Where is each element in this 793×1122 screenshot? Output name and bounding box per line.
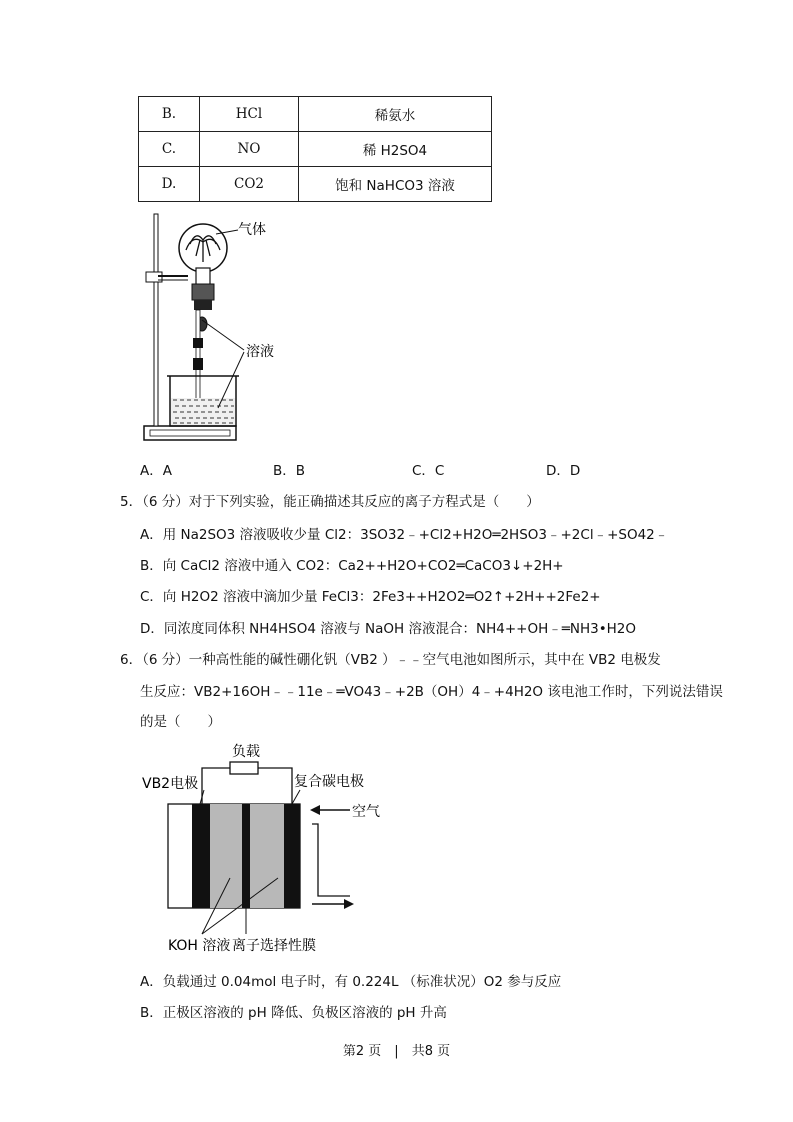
label-vb2-electrode: VB2电极 [142,776,199,792]
q4-choice-c: C．C [412,463,445,479]
q4-choice-d: D．D [546,463,581,479]
label-membrane: 离子选择性膜 [232,938,316,954]
row-gas: CO2 [200,167,299,202]
label-air: 空气 [352,804,380,820]
row-gas: NO [200,132,299,167]
label-load: 负载 [232,744,260,760]
q5-stem: 5．（6 分）对于下列实验，能正确描述其反应的离子方程式是（ ） [120,494,540,510]
battery-figure [140,738,400,958]
q5-option-d: D．同浓度同体积 NH4HSO4 溶液与 NaOH 溶液混合：NH4++OH﹣═NH3•H2O [140,621,637,637]
table-row [139,167,492,202]
q6-option-b: B．正极区溶液的 pH 降低、负极区溶液的 pH 升高 [140,1005,447,1021]
options-table [138,96,492,202]
label-gas: 气体 [238,222,266,238]
label-koh: KOH 溶液 [168,938,231,954]
label-solution: 溶液 [246,344,274,360]
row-gas: HCl [200,97,299,132]
label-carbon-electrode: 复合碳电极 [294,774,364,790]
table-row [139,97,492,132]
q6-stem-line3: 的是（ ） [140,714,221,730]
row-label: D. [139,167,200,202]
q5-option-a: A．用 Na2SO3 溶液吸收少量 Cl2：3SO32﹣+Cl2+H2O═2HSO3﹣+2Cl﹣+SO42﹣ [140,527,669,543]
q4-choice-a: A．A [140,463,172,479]
row-solution: 稀 H2SO4 [299,132,492,167]
q6-stem-line1: 6．（6 分）一种高性能的碱性硼化钒（VB2 ）﹣﹣空气电池如图所示，其中在 VB2 电极发 [120,652,661,668]
row-solution: 饱和 NaHCO3 溶液 [299,167,492,202]
fountain-apparatus-figure [140,210,290,446]
row-label: C. [139,132,200,167]
page-footer: 第2 页 | 共8 页 [342,1044,451,1059]
q5-option-c: C．向 H2O2 溶液中滴加少量 FeCl3：2Fe3++H2O2═O2↑+2H++2Fe2+ [140,589,601,605]
q5-option-b: B．向 CaCl2 溶液中通入 CO2：Ca2++H2O+CO2═CaCO3↓+2H+ [140,558,564,574]
row-label: B. [139,97,200,132]
row-solution: 稀氨水 [299,97,492,132]
q4-choice-b: B．B [273,463,306,479]
q6-option-a: A．负载通过 0.04mol 电子时，有 0.224L （标准状况）O2 参与反应 [140,974,562,990]
q6-stem-line2: 生反应：VB2+16OH﹣﹣11e﹣═VO43﹣+2B（OH）4﹣+4H2O 该电池工作时，下列说法错误 [140,684,723,700]
load-resistor-icon [230,762,258,774]
table-row [139,132,492,167]
